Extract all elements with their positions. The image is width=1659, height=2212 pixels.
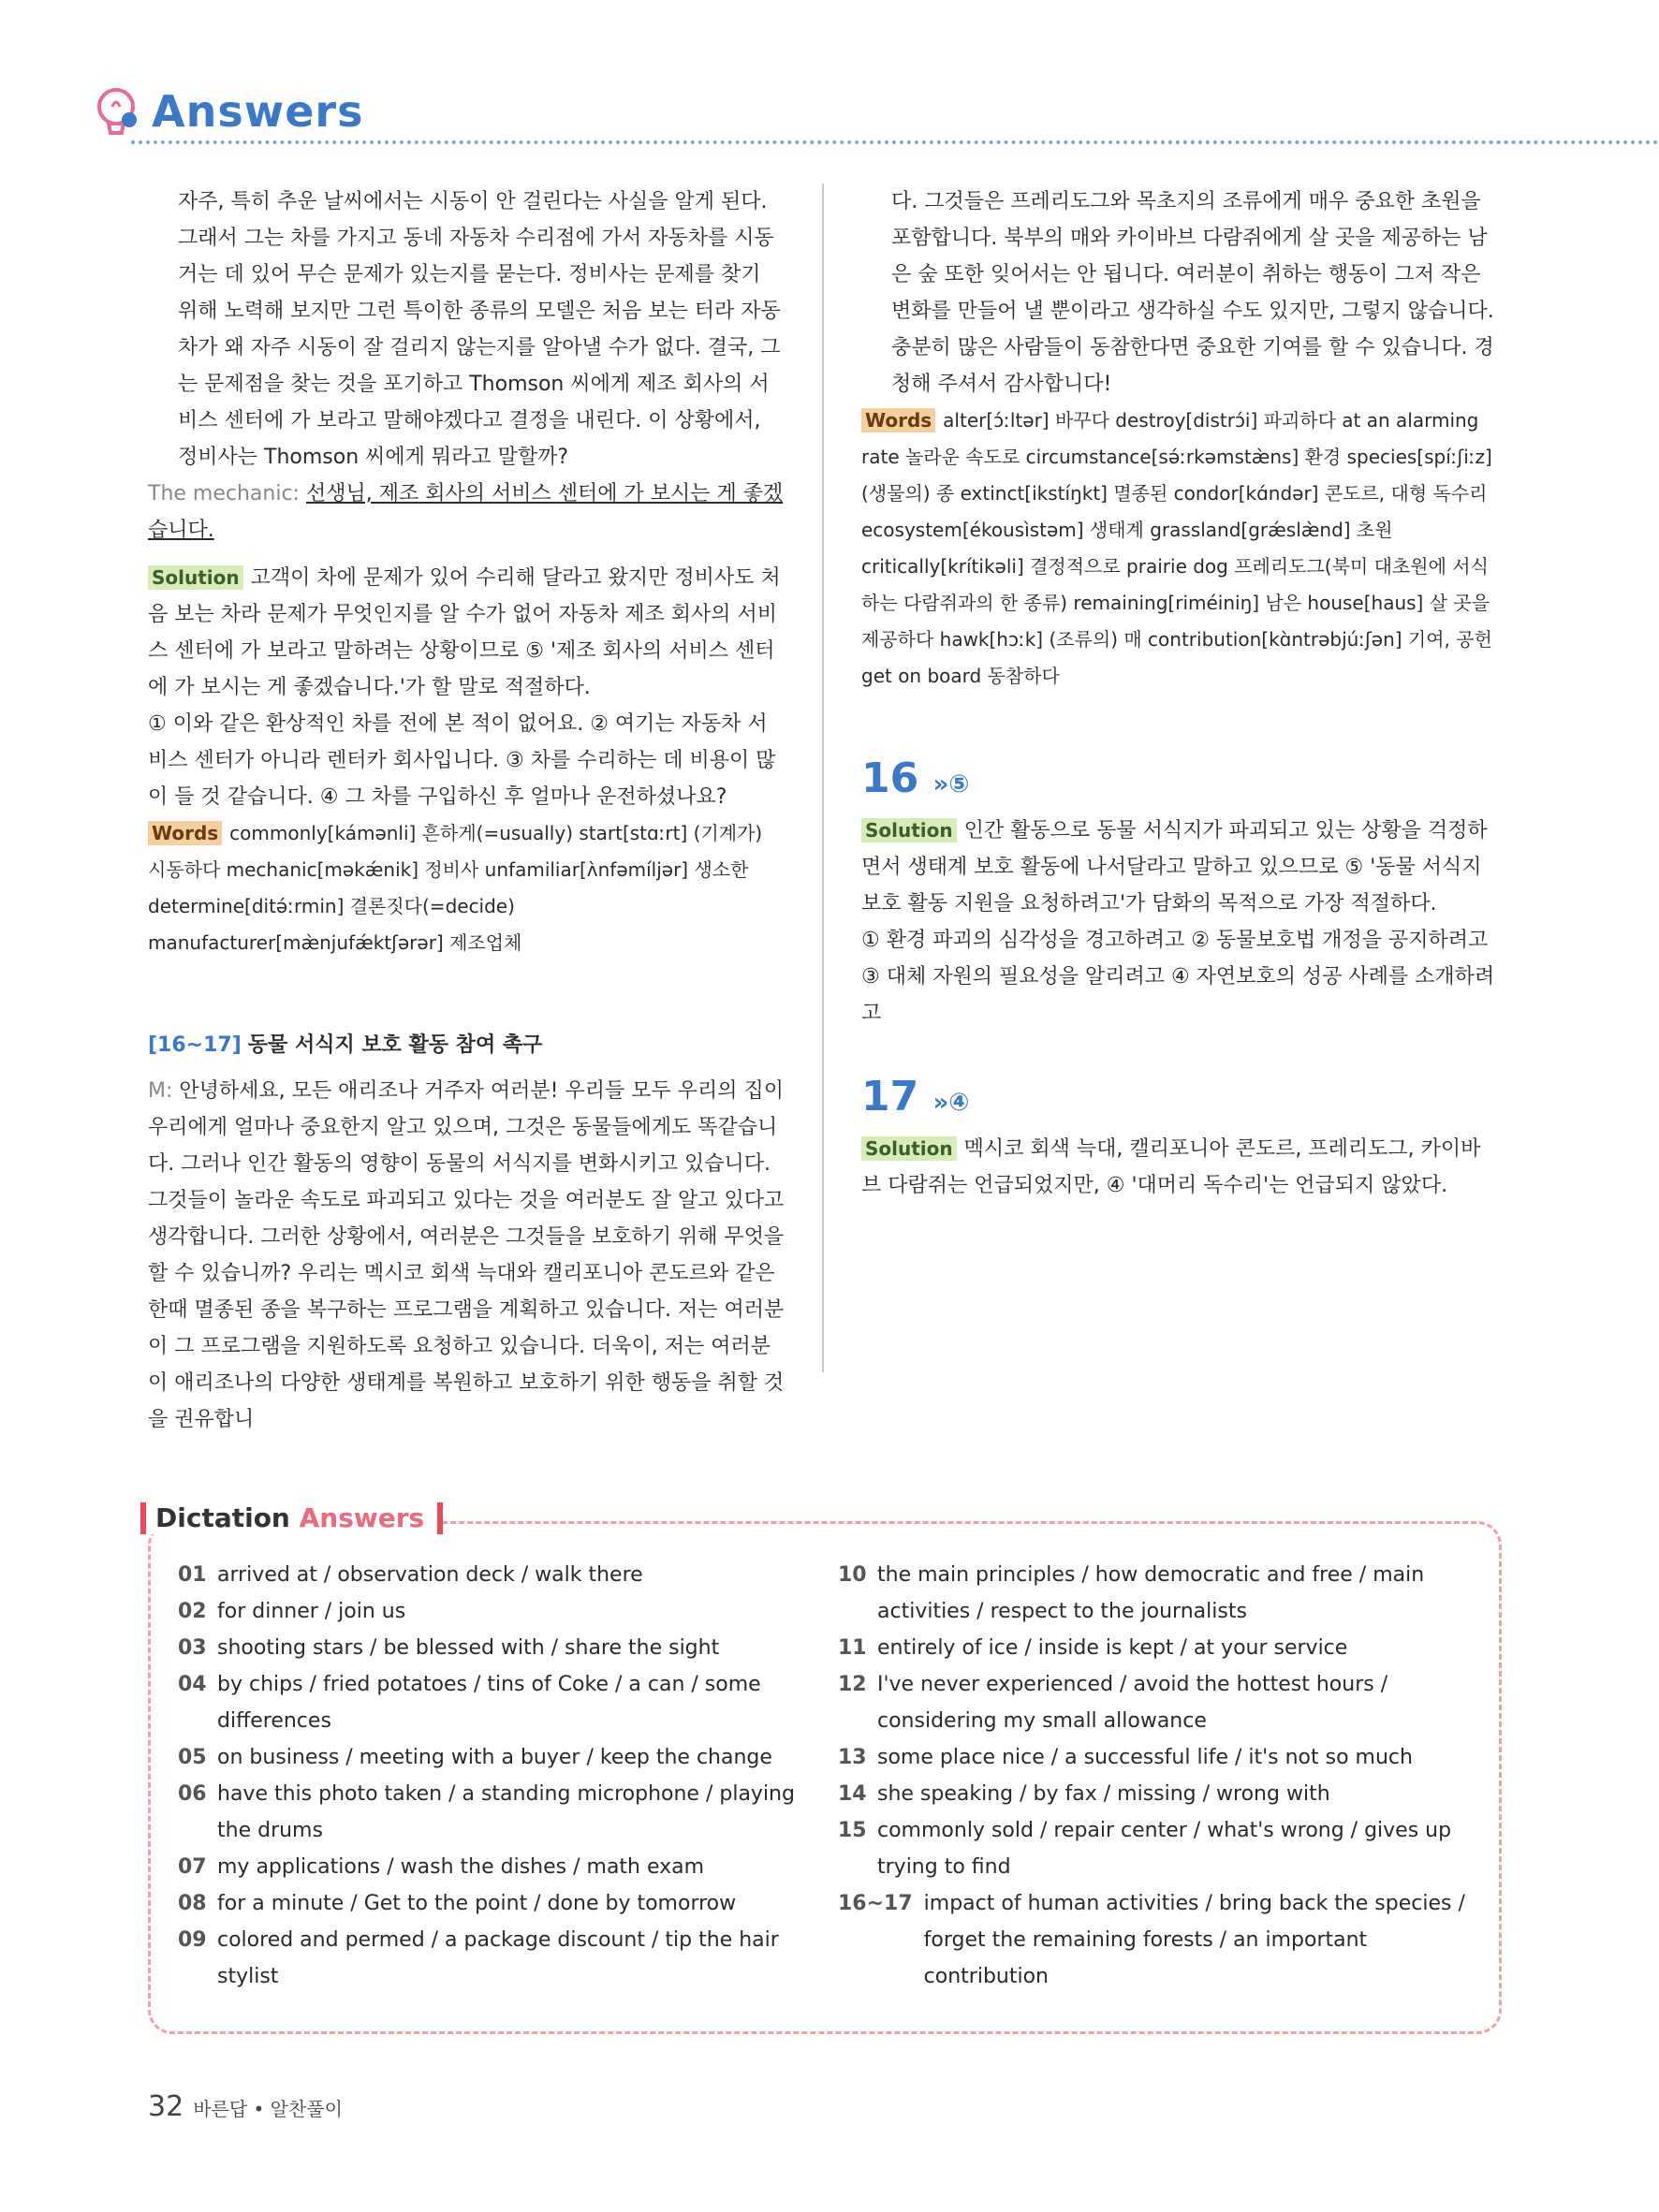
solution-tag: Solution <box>861 818 957 842</box>
words-text: commonly[kámənli] 흔하게(=usually) start[stɑːrt] (기계가) 시동하다 mechanic[məkǽnik] 정비사 unfamiliar[ʌ̀nfəmíljər] 생소한 determine[ditə́ːrmin] 결론짓다(=decide) manufacturer[mæ̀njufǽktʃərər] 제조업체 <box>148 822 763 954</box>
solution-tag: Solution <box>148 565 243 590</box>
dictation-number: 13 <box>838 1746 867 1769</box>
dictation-item <box>838 1739 1467 1776</box>
mechanic-label: The mechanic: <box>148 482 300 505</box>
dictation-title: Dictation Answers <box>140 1502 443 1534</box>
header-divider <box>131 140 1659 144</box>
q17-solution: 멕시코 회색 늑대, 캘리포니아 콘도르, 프레리도그, 카이바브 다람쥐는 언급되었지만, ④ '대머리 독수리'는 언급되지 않았다. <box>861 1137 1481 1197</box>
q16-answer: ⑤ <box>948 770 970 798</box>
column-divider <box>822 183 824 1372</box>
dictation-answer: impact of human activities / bring back the species / forget the remaining forests / an important contribution <box>923 1892 1465 1988</box>
dictation-item <box>838 1630 1467 1666</box>
question-number: [16~17] <box>148 1033 242 1057</box>
q16-heading: 16 »⑤ <box>861 754 970 802</box>
dictation-item <box>178 1593 805 1630</box>
dictation-item <box>178 1922 805 1995</box>
footer-label: 바른답 • 알찬풀이 <box>193 2098 343 2120</box>
solution-tag: Solution <box>861 1136 957 1161</box>
dictation-number: 15 <box>838 1819 867 1842</box>
script-continued: 다. 그것들은 프레리도그와 목초지의 조류에게 매우 중요한 초원을 포함합니다. 북부의 매와 카이바브 다람쥐에게 살 곳을 제공하는 남은 숲 또한 잊어서는 안 됩니다. 여러분이 취하는 행동이 그저 작은 변화를 만들어 낼 뿐이라고 생각하실 수도 있지만, 그렇지 않습니다. 충분히 많은 사람들이 동참한다면 중요한 기여를 할 수 있습니다. 경청해 주셔서 감사합니다! <box>891 190 1494 396</box>
dictation-number: 08 <box>178 1892 207 1915</box>
dictation-number: 11 <box>838 1636 867 1660</box>
dictation-item <box>178 1885 805 1922</box>
dictation-item <box>838 1666 1467 1739</box>
dictation-number: 16~17 <box>838 1892 913 1915</box>
dictation-item <box>178 1776 805 1849</box>
dictation-number: 07 <box>178 1855 207 1879</box>
listening-script: 안녕하세요, 모든 애리조나 거주자 여러분! 우리들 모두 우리의 집이 우리에게 얼마나 중요한지 알고 있으며, 그것은 동물들에게도 똑같습니다. 그러나 인간 활동의 영향이 동물의 서식지를 변화시키고 있습니다. 그것들이 놀라운 속도로 파괴되고 있다는 것을 여러분도 잘 알고 있다고 생각합니다. 그러한 상황에서, 여러분은 그것들을 보호하기 위해 무엇을 할 수 있습니까? 우리는 멕시코 회색 늑대와 캘리포니아 콘도르와 같은 한때 멸종된 종을 복구하는 프로그램을 계획하고 있습니다. 저는 여러분이 그 프로그램을 지원하도록 요청하고 있습니다. 더욱이, 저는 여러분이 애리조나의 다양한 생태계를 복원하고 보호하기 위한 행동을 취할 것을 권유합니 <box>148 1079 785 1431</box>
dictation-number: 05 <box>178 1746 207 1769</box>
mechanic-line: 선생님, 제조 회사의 서비스 센터에 가 보시는 게 좋겠습니다. <box>148 482 784 542</box>
speaker-label: M: <box>148 1079 173 1103</box>
dictation-item <box>838 1776 1467 1812</box>
question-heading <box>148 1027 785 1063</box>
dictation-answer: for dinner / join us <box>217 1600 406 1623</box>
dictation-number: 09 <box>178 1928 207 1952</box>
dictation-item <box>838 1885 1467 1995</box>
q15-story: 자주, 특히 추운 날씨에서는 시동이 안 걸린다는 사실을 알게 된다. 그래서 그는 차를 가지고 동네 자동차 수리점에 가서 자동차를 시동 거는 데 있어 무슨 문제가 있는지를 묻는다. 정비사는 문제를 찾기 위해 노력해 보지만 그런 특이한 종류의 모델은 처음 보는 터라 자동차가 왜 자주 시동이 잘 걸리지 않는지를 알아낼 수가 없다. 결국, 그는 문제점을 찾는 것을 포기하고 Thomson 씨에게 제조 회사의 서비스 센터에 가 보라고 말해야겠다고 결정을 내린다. 이 상황에서, 정비사는 Thomson 씨에게 뭐라고 말할까? <box>178 190 781 469</box>
dictation-left-list <box>178 1557 805 1995</box>
lightbulb-icon <box>94 86 146 144</box>
dictation-item <box>178 1849 805 1885</box>
dictation-answer: colored and permed / a package discount / tip the hair stylist <box>217 1928 779 1988</box>
dictation-number: 03 <box>178 1636 207 1660</box>
dictation-number: 04 <box>178 1673 207 1696</box>
dictation-answer: shooting stars / be blessed with / share the sight <box>217 1636 720 1660</box>
words-tag: Words <box>861 408 935 432</box>
question-title: 동물 서식지 보호 활동 참여 촉구 <box>247 1033 543 1057</box>
dictation-number: 10 <box>838 1563 867 1587</box>
dictation-item <box>178 1630 805 1666</box>
q17-answer: ④ <box>948 1089 970 1117</box>
dictation-number: 12 <box>838 1673 867 1696</box>
dictation-answer: she speaking / by fax / missing / wrong with <box>877 1782 1330 1806</box>
dictation-answer: have this photo taken / a standing microphone / playing the drums <box>217 1782 795 1842</box>
dictation-item <box>838 1557 1467 1630</box>
dictation-answer: by chips / fried potatoes / tins of Coke / a can / some differences <box>217 1673 761 1733</box>
q16-solution: 인간 활동으로 동물 서식지가 파괴되고 있는 상황을 걱정하면서 생태계 보호 활동에 나서달라고 말하고 있으므로 ⑤ '동물 서식지 보호 활동 지원을 요청하려고'가 담화의 목적으로 가장 적절하다. <box>861 819 1488 916</box>
dictation-answer: on business / meeting with a buyer / keep the change <box>217 1746 772 1769</box>
dictation-number: 02 <box>178 1600 207 1623</box>
dictation-answer: for a minute / Get to the point / done by tomorrow <box>217 1892 737 1915</box>
words-text: alter[ɔ́ːltər] 바꾸다 destroy[distrɔ́i] 파괴하다 at an alarming rate 놀라운 속도로 circumstance[sə́ːrkəmstæ̀ns] 환경 species[spíːʃiːz] (생물의) 종 extinct[ikstíŋkt] 멸종된 condor[kɑ́ndər] 콘도르, 대형 독수리 ecosystem[ékousìstəm] 생태계 grassland[grǽslæ̀nd] 초원 critically[krítikəli] 결정적으로 prairie dog 프레리도그(북미 대초원에 서식하는 다람쥐과의 한 종류) remaining[riméiniŋ] 남은 house[haus] 살 곳을 제공하다 hawk[hɔːk] (조류의) 매 contribution[kɑ̀ntrəbjúːʃən] 기여, 공헌 get on board 동참하다 <box>861 409 1492 687</box>
dictation-number: 06 <box>178 1782 207 1806</box>
dictation-number: 14 <box>838 1782 867 1806</box>
options-text: ① 이와 같은 환상적인 차를 전에 본 적이 없어요. ② 여기는 자동차 서비스 센터가 아니라 렌터카 회사입니다. ③ 차를 수리하는 데 비용이 많이 들 것 같습니다. ④ 그 차를 구입하신 후 얼마나 운전하셨나요? <box>148 712 776 809</box>
dictation-answer: I've never experienced / avoid the hottest hours / considering my small allowance <box>877 1673 1388 1733</box>
dictation-number: 01 <box>178 1563 207 1587</box>
dictation-answer: some place nice / a successful life / it's not so much <box>877 1746 1413 1769</box>
page-number: 32 <box>148 2090 184 2123</box>
dictation-answer: the main principles / how democratic and free / main activities / respect to the journalists <box>877 1563 1425 1623</box>
page-header <box>94 82 1659 148</box>
solution-text: 고객이 차에 문제가 있어 수리해 달라고 왔지만 정비사도 처음 보는 차라 문제가 무엇인지를 알 수가 없어 자동차 제조 회사의 서비스 센터에 가 보라고 말하려는 상황이므로 ⑤ '제조 회사의 서비스 센터에 가 보시는 게 좋겠습니다.'가 할 말로 적절하다. <box>148 566 781 699</box>
q17-number: 17 <box>861 1073 919 1121</box>
dictation-item <box>178 1666 805 1739</box>
dictation-answer: commonly sold / repair center / what's wrong / gives up trying to find <box>877 1819 1452 1879</box>
dictation-answer: arrived at / observation deck / walk there <box>217 1563 643 1587</box>
page-footer <box>148 2090 343 2123</box>
words-tag: Words <box>148 821 222 845</box>
q17-heading: 17 »④ <box>861 1073 970 1121</box>
right-column <box>861 183 1498 1204</box>
q16-options: ① 환경 파괴의 심각성을 경고하려고 ② 동물보호법 개정을 공지하려고 ③ 대체 자원의 필요성을 알리려고 ④ 자연보호의 성공 사례를 소개하려고 <box>861 929 1495 1025</box>
page-title: Answers <box>152 86 364 137</box>
dictation-answer: my applications / wash the dishes / math exam <box>217 1855 705 1879</box>
dictation-right-list <box>838 1557 1467 1995</box>
dictation-item <box>838 1812 1467 1885</box>
dictation-item <box>178 1557 805 1593</box>
q16-number: 16 <box>861 754 919 802</box>
dictation-item <box>178 1739 805 1776</box>
left-column <box>148 183 785 1438</box>
dictation-answer: entirely of ice / inside is kept / at your service <box>877 1636 1348 1660</box>
